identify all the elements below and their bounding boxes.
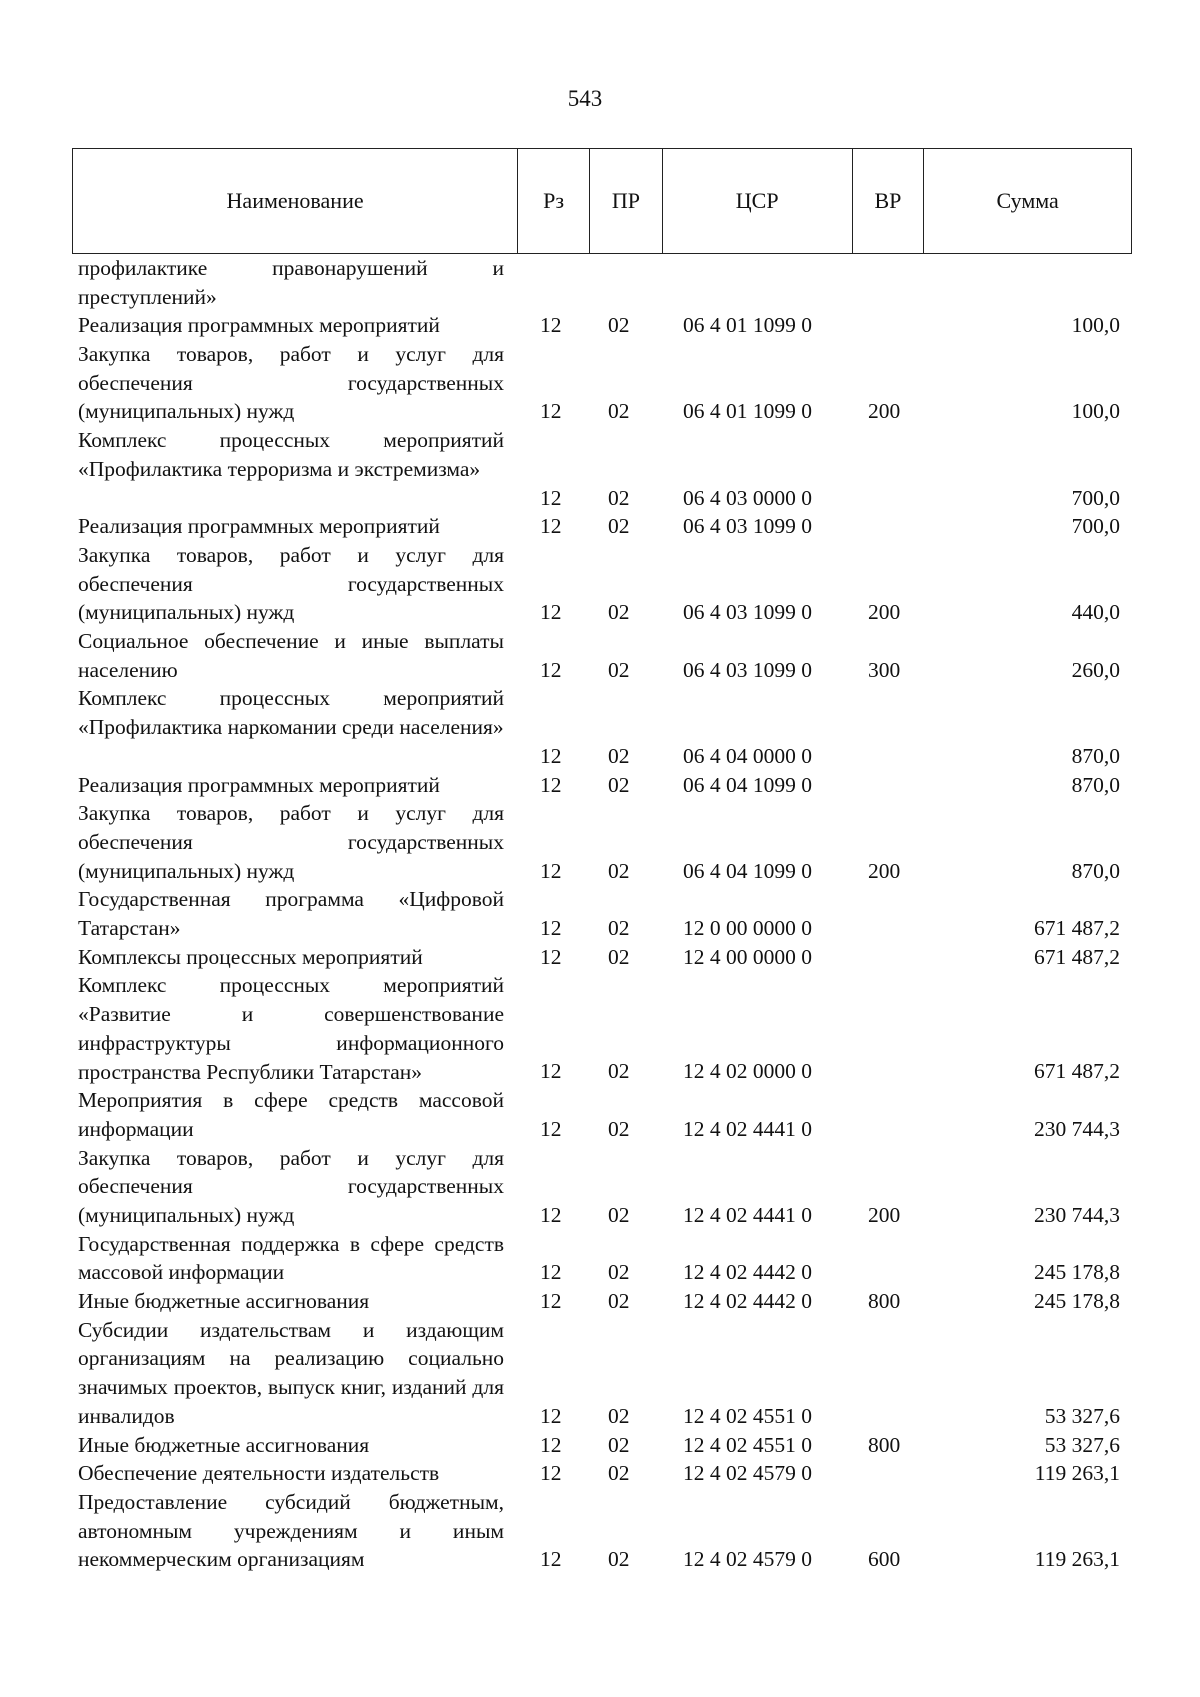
row-pr: 02	[608, 944, 630, 969]
table-row	[0, 885, 1200, 942]
row-name: Реализация программных мероприятий	[78, 313, 440, 338]
row-name: Закупка товаров, работ и услуг для обеспечения государственных (муниципальных) нужд	[78, 542, 504, 625]
row-sum: 119 263,1	[1034, 1547, 1120, 1572]
table-row	[0, 1431, 1200, 1460]
row-csr: 12 4 00 0000 0	[683, 944, 812, 969]
row-sum: 100,0	[1071, 313, 1120, 338]
table-row	[0, 1144, 1200, 1230]
row-csr: 12 4 02 4551 0	[683, 1432, 812, 1457]
table-row	[0, 943, 1200, 972]
row-pr: 02	[608, 1547, 630, 1572]
row-rz: 12	[540, 1202, 562, 1227]
row-name: Иные бюджетные ассигнования	[78, 1289, 370, 1314]
row-rz: 12	[540, 1260, 562, 1285]
row-vr: 300	[868, 657, 901, 682]
table-row	[0, 1459, 1200, 1488]
row-csr: 12 4 02 4442 0	[683, 1289, 812, 1314]
row-rz: 12	[540, 399, 562, 424]
row-rz: 12	[540, 1432, 562, 1457]
row-name: Комплекс процессных мероприятий «Развитие и совершенствование инфраструктуры информационного пространства Республики Татарстан»	[78, 973, 504, 1084]
row-sum: 100,0	[1071, 399, 1120, 424]
row-pr: 02	[608, 485, 630, 510]
row-sum: 671 487,2	[1034, 1059, 1120, 1084]
row-sum: 260,0	[1071, 657, 1120, 682]
table-row	[0, 771, 1200, 800]
table-row	[0, 627, 1200, 684]
row-name: Иные бюджетные ассигнования	[78, 1432, 370, 1457]
row-name: Закупка товаров, работ и услуг для обеспечения государственных (муниципальных) нужд	[78, 1145, 504, 1227]
table-row	[0, 311, 1200, 340]
row-csr: 12 4 02 4441 0	[683, 1116, 812, 1141]
row-sum: 230 744,3	[1034, 1202, 1120, 1227]
row-name: Предоставление субсидий бюджетным, автономным учреждениям и иным некоммерческим организациям	[78, 1489, 504, 1572]
row-sum: 230 744,3	[1034, 1116, 1120, 1141]
row-csr: 06 4 03 1099 0	[683, 600, 812, 625]
row-pr: 02	[608, 1260, 630, 1285]
row-name: Мероприятия в сфере средств массовой информации	[78, 1088, 504, 1141]
row-pr: 02	[608, 600, 630, 625]
column-header-csr: ЦСР	[663, 149, 853, 253]
row-rz: 12	[540, 1116, 562, 1141]
row-rz: 12	[540, 772, 562, 797]
row-rz: 12	[540, 514, 562, 539]
row-csr: 06 4 04 1099 0	[683, 772, 812, 797]
row-sum: 870,0	[1071, 858, 1120, 883]
row-rz: 12	[540, 1547, 562, 1572]
row-rz: 12	[540, 1289, 562, 1314]
row-name: Закупка товаров, работ и услуг для обеспечения государственных (муниципальных) нужд	[78, 801, 504, 883]
row-sum: 245 178,8	[1034, 1289, 1120, 1314]
page-number: 543	[567, 86, 603, 111]
row-rz: 12	[540, 1059, 562, 1084]
table-row	[0, 512, 1200, 541]
row-vr: 800	[868, 1289, 901, 1314]
table-row	[0, 1287, 1200, 1316]
row-csr: 06 4 01 1099 0	[683, 399, 812, 424]
row-csr: 12 0 00 0000 0	[683, 916, 812, 940]
row-name: Закупка товаров, работ и услуг для обеспечения государственных (муниципальных) нужд	[78, 342, 504, 424]
table-row	[0, 1316, 1200, 1431]
row-rz: 12	[540, 1461, 562, 1486]
row-pr: 02	[608, 1403, 630, 1428]
table-row	[0, 1488, 1200, 1574]
table-row	[0, 684, 1200, 770]
row-name: профилактике правонарушений и преступлений»	[78, 256, 504, 309]
row-rz: 12	[540, 743, 562, 768]
row-csr: 06 4 04 0000 0	[683, 743, 812, 768]
row-name: Комплекс процессных мероприятий «Профилактика наркомании среди населения»	[78, 686, 504, 740]
row-vr: 200	[868, 1202, 901, 1227]
table-row	[0, 340, 1200, 426]
table-row	[0, 426, 1200, 512]
row-pr: 02	[608, 313, 630, 338]
row-sum: 119 263,1	[1034, 1461, 1120, 1486]
row-rz: 12	[540, 858, 562, 883]
row-sum: 700,0	[1071, 514, 1120, 539]
row-rz: 12	[540, 485, 562, 510]
table-row	[0, 1086, 1200, 1143]
row-rz: 12	[540, 657, 562, 682]
row-rz: 12	[540, 1403, 562, 1428]
row-csr: 06 4 03 1099 0	[683, 657, 812, 682]
column-header-pr: ПР	[590, 149, 663, 253]
row-pr: 02	[608, 1461, 630, 1486]
row-name: Субсидии издательствам и издающим организациям на реализацию социально значимых проектов, выпуск книг, изданий для инвалидов	[78, 1317, 504, 1428]
row-pr: 02	[608, 399, 630, 424]
row-vr: 600	[868, 1547, 901, 1572]
row-name: Реализация программных мероприятий	[78, 514, 440, 539]
row-name: Государственная поддержка в сфере средств массовой информации	[78, 1231, 504, 1285]
column-header-sum: Сумма	[996, 188, 1059, 213]
row-rz: 12	[540, 944, 562, 969]
column-header-vr: ВР	[853, 149, 925, 253]
row-pr: 02	[608, 1202, 630, 1227]
column-header-name: Наименование	[73, 149, 518, 253]
row-pr: 02	[608, 1059, 630, 1084]
row-sum: 870,0	[1071, 772, 1120, 797]
row-csr: 06 4 01 1099 0	[683, 313, 812, 338]
row-sum: 53 327,6	[1044, 1403, 1120, 1428]
row-rz: 12	[540, 313, 562, 338]
row-pr: 02	[608, 1289, 630, 1314]
row-csr: 12 4 02 4442 0	[683, 1260, 812, 1285]
row-name: Реализация программных мероприятий	[78, 772, 440, 797]
table-row	[0, 1230, 1200, 1287]
row-pr: 02	[608, 1116, 630, 1141]
table-row	[0, 971, 1200, 1086]
row-name: Комплексы процессных мероприятий	[78, 944, 423, 969]
row-csr: 12 4 02 0000 0	[683, 1059, 812, 1084]
row-sum: 870,0	[1071, 743, 1120, 768]
row-rz: 12	[540, 600, 562, 625]
row-name: Обеспечение деятельности издательств	[78, 1461, 440, 1486]
row-vr: 800	[868, 1432, 901, 1457]
row-csr: 12 4 02 4441 0	[683, 1202, 812, 1227]
row-csr: 12 4 02 4579 0	[683, 1547, 812, 1572]
row-csr: 06 4 03 1099 0	[683, 514, 812, 539]
column-header-rz: Рз	[518, 149, 590, 253]
table-row	[0, 799, 1200, 885]
row-vr: 200	[868, 399, 901, 424]
row-pr: 02	[608, 916, 630, 940]
row-csr: 06 4 04 1099 0	[683, 858, 812, 883]
row-pr: 02	[608, 657, 630, 682]
row-name: Социальное обеспечение и иные выплаты населению	[78, 629, 504, 682]
table-row	[0, 254, 1200, 311]
row-csr: 12 4 02 4579 0	[683, 1461, 812, 1486]
row-csr: 06 4 03 0000 0	[683, 485, 812, 510]
row-pr: 02	[608, 514, 630, 539]
table-header	[72, 148, 1132, 254]
row-rz: 12	[540, 916, 562, 940]
row-vr: 200	[868, 858, 901, 883]
row-pr: 02	[608, 858, 630, 883]
row-sum: 440,0	[1071, 600, 1120, 625]
row-sum: 700,0	[1071, 485, 1120, 510]
table-row	[0, 541, 1200, 627]
row-csr: 12 4 02 4551 0	[683, 1403, 812, 1428]
row-pr: 02	[608, 1432, 630, 1457]
row-pr: 02	[608, 772, 630, 797]
row-sum: 245 178,8	[1034, 1260, 1120, 1285]
row-name: Государственная программа «Цифровой Татарстан»	[78, 887, 504, 941]
row-pr: 02	[608, 743, 630, 768]
table-body	[0, 254, 1200, 1574]
row-name: Комплекс процессных мероприятий «Профилактика терроризма и экстремизма»	[78, 428, 504, 481]
row-vr: 200	[868, 600, 901, 625]
row-sum: 671 487,2	[1034, 916, 1120, 940]
row-sum: 671 487,2	[1034, 944, 1120, 969]
row-sum: 53 327,6	[1044, 1432, 1120, 1457]
